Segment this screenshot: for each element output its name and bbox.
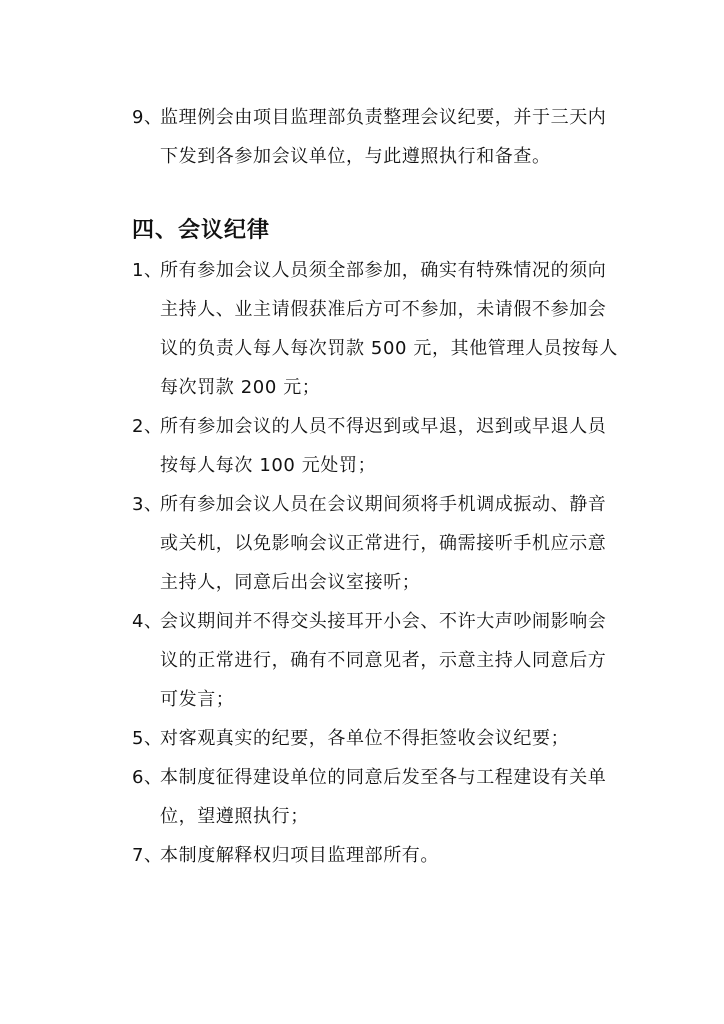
list-item <box>132 758 622 836</box>
item-text: 本制度征得建设单位的同意后发至各与工程建设有关单位，望遵照执行； <box>160 767 607 827</box>
item-text: 会议期间并不得交头接耳开小会、不许大声吵闹影响会议的正常进行，确有不同意见者，示意主持人同意后方可发言； <box>160 611 607 710</box>
list-item <box>132 407 622 485</box>
item-number: 7、 <box>132 845 163 866</box>
item-text: 所有参加会议人员须全部参加，确实有特殊情况的须向主持人、业主请假获准后方可不参加，未请假不参加会议的负责人每人每次罚款 500 元，其他管理人员按每人每次罚款 200 元； <box>160 260 618 398</box>
item-text: 对客观真实的纪要，各单位不得拒签收会议纪要； <box>160 728 570 749</box>
item-number: 3、 <box>132 494 163 515</box>
item-text: 本制度解释权归项目监理部所有。 <box>160 845 439 866</box>
list-item <box>132 485 622 602</box>
item-number: 1、 <box>132 260 163 281</box>
item-number: 6、 <box>132 767 163 788</box>
rules-list <box>132 251 622 875</box>
item-number: 9、 <box>132 107 163 128</box>
item-number: 5、 <box>132 728 163 749</box>
item-text: 所有参加会议的人员不得迟到或早退，迟到或早退人员按每人每次 100 元处罚； <box>160 416 607 476</box>
list-item <box>132 602 622 719</box>
list-item <box>132 836 622 875</box>
item-text: 监理例会由项目监理部负责整理会议纪要，并于三天内下发到各参加会议单位，与此遵照执行和备查。 <box>160 107 607 167</box>
list-item <box>132 98 622 176</box>
list-item <box>132 251 622 407</box>
list-item <box>132 719 622 758</box>
top-item <box>132 98 622 176</box>
section-title: 四、会议纪律 <box>132 218 271 243</box>
item-number: 4、 <box>132 611 163 632</box>
item-text: 所有参加会议人员在会议期间须将手机调成振动、静音或关机，以免影响会议正常进行，确需接听手机应示意主持人，同意后出会议室接听； <box>160 494 607 593</box>
item-number: 2、 <box>132 416 163 437</box>
